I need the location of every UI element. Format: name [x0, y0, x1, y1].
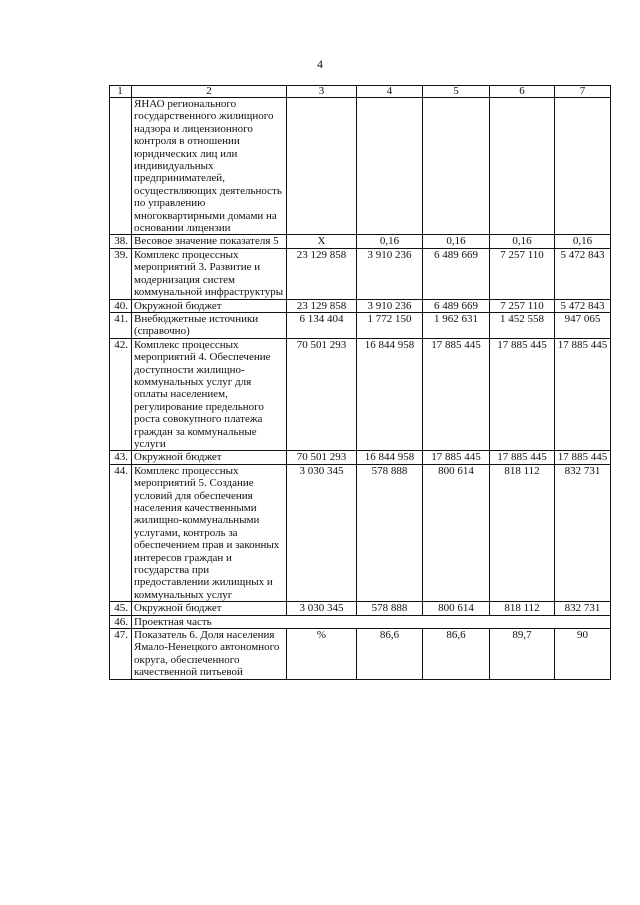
table-row	[110, 451, 611, 464]
row-number: 38.	[110, 235, 132, 248]
cell-year-2: 0,16	[423, 235, 490, 248]
cell-year-3: 89,7	[490, 629, 555, 680]
row-name: Весовое значение показателя 5	[132, 235, 287, 248]
cell-year-1: 16 844 958	[357, 338, 423, 451]
column-header: 7	[555, 86, 611, 98]
cell-year-2	[423, 98, 490, 235]
table-row	[110, 312, 611, 338]
cell-year-2: 6 489 669	[423, 299, 490, 312]
row-name: Комплекс процессных мероприятий 5. Создание условий для обеспечения населения качественными жилищно-коммунальными услугами, контроль за обеспечением прав и законных интересов граждан и государства при предоставлении жилищных и коммунальных услуг	[132, 464, 287, 601]
row-name: Проектная часть	[132, 615, 611, 628]
cell-year-2: 17 885 445	[423, 338, 490, 451]
row-name: Комплекс процессных мероприятий 4. Обеспечение доступности жилищно-коммунальных услуг для оплаты населением, регулирование предельного роста совокупного платежа граждан за коммунальные услуги	[132, 338, 287, 451]
budget-table	[109, 85, 611, 680]
row-number: 43.	[110, 451, 132, 464]
cell-year-4: 832 731	[555, 602, 611, 615]
cell-year-1: 16 844 958	[357, 451, 423, 464]
table-row	[110, 248, 611, 299]
cell-year-1: 86,6	[357, 629, 423, 680]
cell-year-3: 818 112	[490, 602, 555, 615]
row-number: 47.	[110, 629, 132, 680]
cell-year-4: 832 731	[555, 464, 611, 601]
cell-year-1: 0,16	[357, 235, 423, 248]
cell-year-4: 17 885 445	[555, 451, 611, 464]
cell-year-4: 947 065	[555, 312, 611, 338]
cell-year-4: 17 885 445	[555, 338, 611, 451]
cell-year-1: 3 910 236	[357, 299, 423, 312]
cell-year-4: 5 472 843	[555, 248, 611, 299]
cell-total: 23 129 858	[287, 299, 357, 312]
table-row	[110, 615, 611, 628]
row-name: ЯНАО регионального государственного жилищного надзора и лицензионного контроля в отношении юридических лиц или индивидуальных предпринимателей, осуществляющих деятельность по управлению многоквартирными домами на основании лицензии	[132, 98, 287, 235]
cell-year-2: 800 614	[423, 464, 490, 601]
cell-year-2: 1 962 631	[423, 312, 490, 338]
table-row	[110, 602, 611, 615]
cell-year-1: 578 888	[357, 602, 423, 615]
cell-year-3: 17 885 445	[490, 451, 555, 464]
column-header: 2	[132, 86, 287, 98]
row-name: Окружной бюджет	[132, 602, 287, 615]
cell-year-4: 90	[555, 629, 611, 680]
column-header: 1	[110, 86, 132, 98]
table-row	[110, 98, 611, 235]
cell-total: 3 030 345	[287, 602, 357, 615]
cell-total: 23 129 858	[287, 248, 357, 299]
cell-total: 70 501 293	[287, 338, 357, 451]
cell-year-4: 5 472 843	[555, 299, 611, 312]
row-number: 40.	[110, 299, 132, 312]
cell-year-2: 6 489 669	[423, 248, 490, 299]
row-number: 46.	[110, 615, 132, 628]
cell-total: %	[287, 629, 357, 680]
column-header: 4	[357, 86, 423, 98]
cell-year-3: 1 452 558	[490, 312, 555, 338]
row-name: Внебюджетные источники (справочно)	[132, 312, 287, 338]
cell-year-3: 7 257 110	[490, 299, 555, 312]
row-name: Окружной бюджет	[132, 451, 287, 464]
cell-total: 70 501 293	[287, 451, 357, 464]
row-number: 41.	[110, 312, 132, 338]
cell-year-2: 86,6	[423, 629, 490, 680]
cell-year-3	[490, 98, 555, 235]
cell-year-1	[357, 98, 423, 235]
cell-total: 3 030 345	[287, 464, 357, 601]
table-row	[110, 464, 611, 601]
cell-total: X	[287, 235, 357, 248]
row-number: 45.	[110, 602, 132, 615]
table-header-row	[110, 86, 611, 98]
column-header: 5	[423, 86, 490, 98]
cell-year-3: 818 112	[490, 464, 555, 601]
cell-total	[287, 98, 357, 235]
cell-year-1: 578 888	[357, 464, 423, 601]
cell-total: 6 134 404	[287, 312, 357, 338]
table-row	[110, 299, 611, 312]
column-header: 3	[287, 86, 357, 98]
cell-year-1: 3 910 236	[357, 248, 423, 299]
row-number	[110, 98, 132, 235]
cell-year-3: 7 257 110	[490, 248, 555, 299]
cell-year-1: 1 772 150	[357, 312, 423, 338]
column-header: 6	[490, 86, 555, 98]
row-name: Комплекс процессных мероприятий 3. Развитие и модернизация систем коммунальной инфраструктуры	[132, 248, 287, 299]
page-number: 4	[317, 57, 323, 71]
cell-year-3: 0,16	[490, 235, 555, 248]
table-row	[110, 338, 611, 451]
row-number: 44.	[110, 464, 132, 601]
row-number: 42.	[110, 338, 132, 451]
table-row	[110, 235, 611, 248]
row-number: 39.	[110, 248, 132, 299]
cell-year-2: 17 885 445	[423, 451, 490, 464]
cell-year-2: 800 614	[423, 602, 490, 615]
row-name: Окружной бюджет	[132, 299, 287, 312]
table-row	[110, 629, 611, 680]
cell-year-3: 17 885 445	[490, 338, 555, 451]
cell-year-4	[555, 98, 611, 235]
row-name: Показатель 6. Доля населения Ямало-Ненецкого автономного округа, обеспеченного качественной питьевой	[132, 629, 287, 680]
cell-year-4: 0,16	[555, 235, 611, 248]
